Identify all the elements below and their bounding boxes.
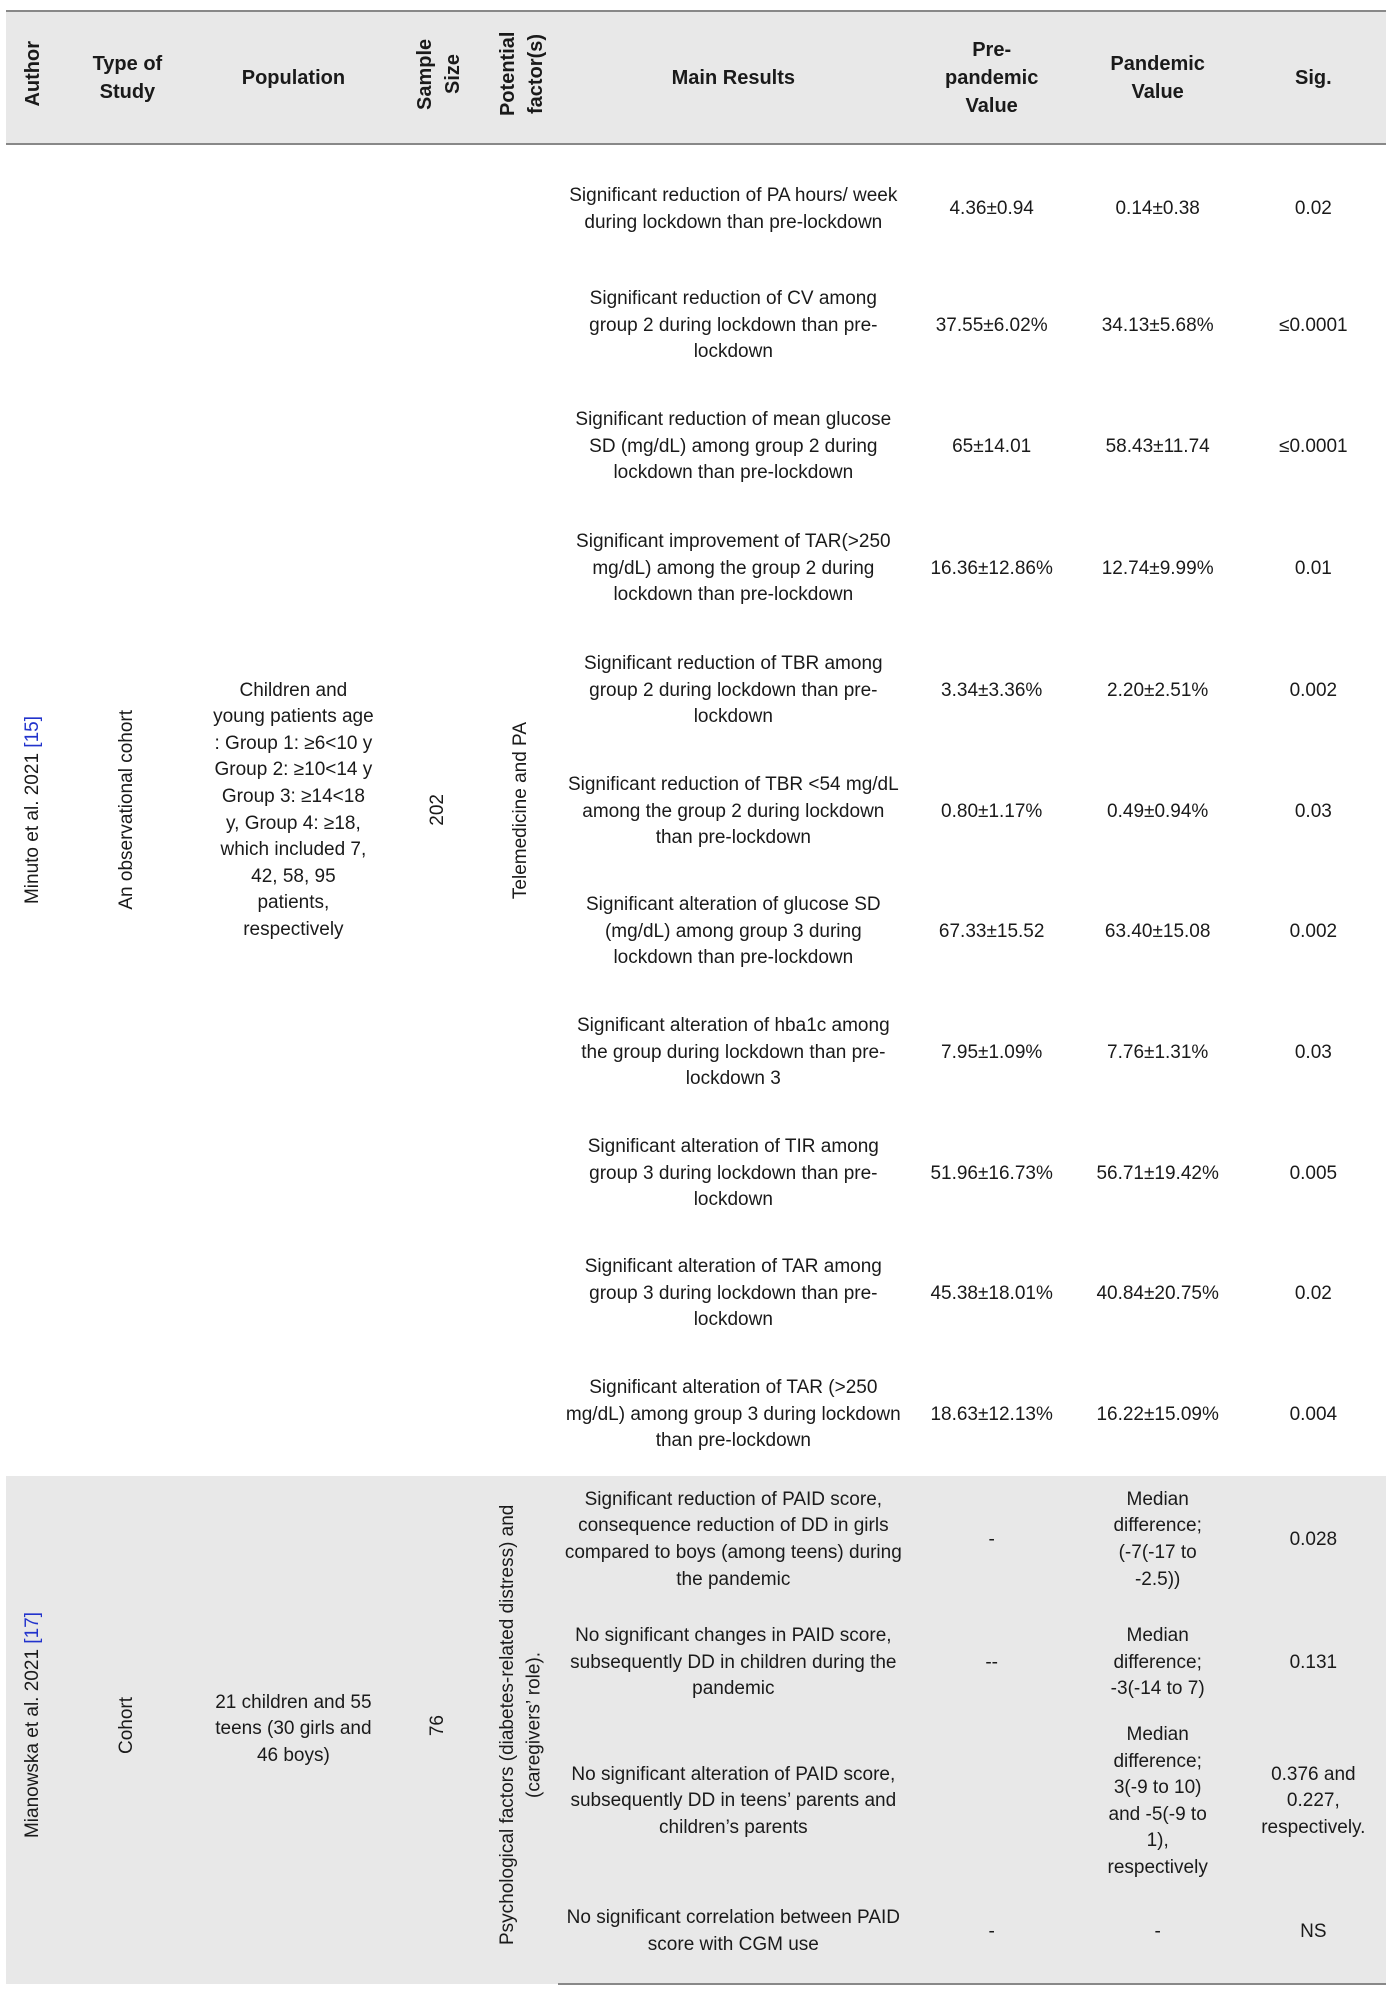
header-type-of-study: Type of Study xyxy=(60,11,195,144)
pre-pandemic-cell: 7.95±1.09% xyxy=(941,1041,1043,1063)
reference-link[interactable]: [15] xyxy=(21,716,43,748)
main-result-cell: No significant alteration of PAID score, subsequently DD in teens’ parents and children’s parents xyxy=(558,1722,909,1882)
pandemic-cell: 34.13±5.68% xyxy=(1101,314,1214,336)
sig-cell: 0.002 xyxy=(1289,920,1338,942)
main-result-cell: Significant reduction of TBR among group 2 during lockdown than pre-lockdown xyxy=(584,653,883,728)
population-cell: 21 children and 55 teens (30 girls and 46 boys) xyxy=(195,1476,392,1984)
pre-pandemic-cell: - xyxy=(909,1882,1075,1984)
pre-pandemic-cell: 45.38±18.01% xyxy=(930,1282,1053,1304)
main-result-cell: Significant improvement of TAR(>250 mg/dL) among the group 2 during lockdown than pre-lockdown xyxy=(576,531,891,606)
header-potential-factors: Potential factor(s) xyxy=(485,11,558,144)
pre-pandemic-cell: 51.96±16.73% xyxy=(930,1162,1053,1184)
sig-cell: 0.02 xyxy=(1294,1282,1332,1304)
pandemic-cell: - xyxy=(1075,1882,1241,1984)
main-result-cell: No significant changes in PAID score, subsequently DD in children during the pandemic xyxy=(558,1604,909,1722)
pandemic-cell: 0.14±0.38 xyxy=(1115,198,1200,220)
author-name: Mianowska et al. 2021 xyxy=(21,1649,43,1839)
sig-cell: 0.004 xyxy=(1289,1403,1338,1425)
pandemic-cell: 56.71±19.42% xyxy=(1096,1162,1219,1184)
header-pandemic: Pandemic Value xyxy=(1075,11,1241,144)
sig-cell: 0.03 xyxy=(1294,1041,1332,1063)
main-result-cell: Significant reduction of PAID score, consequence reduction of DD in girls compared to boys (among teens) during the pandemic xyxy=(558,1476,909,1604)
author-cell xyxy=(6,1476,60,1984)
population-cell: Children and young patients age : Group 1: ≥6<10 y Group 2: ≥10<14 y Group 3: ≥14<18 y, Group 4: ≥18, which included 7, 42, 58, 95 patients, respectively xyxy=(213,679,374,940)
main-result-cell: Significant alteration of TAR among group 3 during lockdown than pre-lockdown xyxy=(584,1256,882,1331)
potential-factors-cell: Telemedicine and PA xyxy=(510,721,532,899)
pre-pandemic-cell: -- xyxy=(909,1604,1075,1722)
main-result-cell: Significant reduction of TBR <54 mg/dL among the group 2 during lockdown than pre-lockdown xyxy=(567,774,899,849)
pandemic-cell: 7.76±1.31% xyxy=(1107,1041,1209,1063)
pre-pandemic-cell: - xyxy=(909,1476,1075,1604)
pre-pandemic-cell: 0.80±1.17% xyxy=(941,800,1043,822)
pre-pandemic-cell: 18.63±12.13% xyxy=(930,1403,1053,1425)
sig-cell: 0.376 and 0.227, respectively. xyxy=(1241,1722,1386,1882)
table-row xyxy=(6,144,1386,266)
sig-cell: ≤0.0001 xyxy=(1279,314,1348,336)
sig-cell: 0.131 xyxy=(1241,1604,1386,1722)
pandemic-cell: Median difference; (-7(-17 to -2.5)) xyxy=(1075,1476,1241,1604)
pandemic-cell: 40.84±20.75% xyxy=(1096,1282,1219,1304)
pandemic-cell: 2.20±2.51% xyxy=(1107,679,1209,701)
main-result-cell: Significant alteration of TAR (>250 mg/dL) among group 3 during lockdown than pre-lockdown xyxy=(565,1377,901,1452)
sig-cell: 0.028 xyxy=(1241,1476,1386,1604)
type-of-study-cell: An observational cohort xyxy=(116,710,138,911)
main-result-cell: Significant alteration of hba1c among the group during lockdown than pre-lockdown 3 xyxy=(576,1015,890,1090)
pre-pandemic-cell: 3.34±3.36% xyxy=(941,679,1043,701)
pandemic-cell: 16.22±15.09% xyxy=(1096,1403,1219,1425)
main-result-cell: Significant reduction of CV among group 2 during lockdown than pre-lockdown xyxy=(589,288,878,363)
pre-pandemic-cell: 65±14.01 xyxy=(952,435,1032,457)
pandemic-cell: 0.49±0.94% xyxy=(1107,800,1209,822)
main-result-cell: Significant reduction of mean glucose SD (mg/dL) among group 2 during lockdown than pre-lockdown xyxy=(575,409,892,484)
pandemic-cell: 63.40±15.08 xyxy=(1104,920,1211,942)
header-author: Author xyxy=(6,11,60,144)
header-main-results: Main Results xyxy=(558,11,909,144)
pandemic-cell: 12.74±9.99% xyxy=(1101,557,1214,579)
header-pre-pandemic: Pre-pandemic Value xyxy=(909,11,1075,144)
pre-pandemic-cell: 16.36±12.86% xyxy=(930,557,1053,579)
pandemic-cell: Median difference; -3(-14 to 7) xyxy=(1075,1604,1241,1722)
sample-size-cell: 202 xyxy=(427,794,449,827)
sig-cell: 0.03 xyxy=(1294,800,1332,822)
pre-pandemic-cell: 67.33±15.52 xyxy=(938,920,1045,942)
sig-cell: ≤0.0001 xyxy=(1279,435,1348,457)
results-table xyxy=(6,10,1386,1985)
sig-cell: 0.01 xyxy=(1294,557,1332,579)
pre-pandemic-cell: 4.36±0.94 xyxy=(949,198,1034,220)
pre-pandemic-cell: 37.55±6.02% xyxy=(935,314,1048,336)
main-result-cell: Significant alteration of glucose SD (mg/dL) among group 3 during lockdown than pre-lockdown xyxy=(585,894,881,969)
main-result-cell: Significant alteration of TIR among group 3 during lockdown than pre-lockdown xyxy=(587,1136,879,1211)
pandemic-cell: 58.43±11.74 xyxy=(1105,435,1210,457)
sig-cell: 0.005 xyxy=(1289,1162,1338,1184)
header-sample-size: Sample Size xyxy=(392,11,485,144)
reference-link[interactable]: [17] xyxy=(21,1612,43,1645)
sig-cell: 0.02 xyxy=(1294,198,1332,220)
sample-size-cell: 76 xyxy=(392,1476,485,1984)
table-row xyxy=(6,1476,1386,1604)
header-sig: Sig. xyxy=(1241,11,1386,144)
sig-cell: 0.002 xyxy=(1289,679,1338,701)
type-of-study-cell: Cohort xyxy=(60,1476,195,1984)
author-name: Minuto et al. 2021 xyxy=(21,753,43,905)
author-cell xyxy=(6,144,60,1476)
pre-pandemic-cell xyxy=(909,1722,1075,1882)
results-table-container xyxy=(6,10,1386,1985)
potential-factors-cell: Psychological factors (diabetes-related distress) and (caregivers’ role). xyxy=(485,1476,558,1984)
main-result-cell: Significant reduction of PA hours/ week during lockdown than pre-lockdown xyxy=(569,184,898,233)
header-population: Population xyxy=(195,11,392,144)
pandemic-cell: Median difference; 3(-9 to 10) and -5(-9 to 1), respectively xyxy=(1075,1722,1241,1882)
sig-cell: NS xyxy=(1241,1882,1386,1984)
header-row xyxy=(6,11,1386,144)
main-result-cell: No significant correlation between PAID score with CGM use xyxy=(558,1882,909,1984)
